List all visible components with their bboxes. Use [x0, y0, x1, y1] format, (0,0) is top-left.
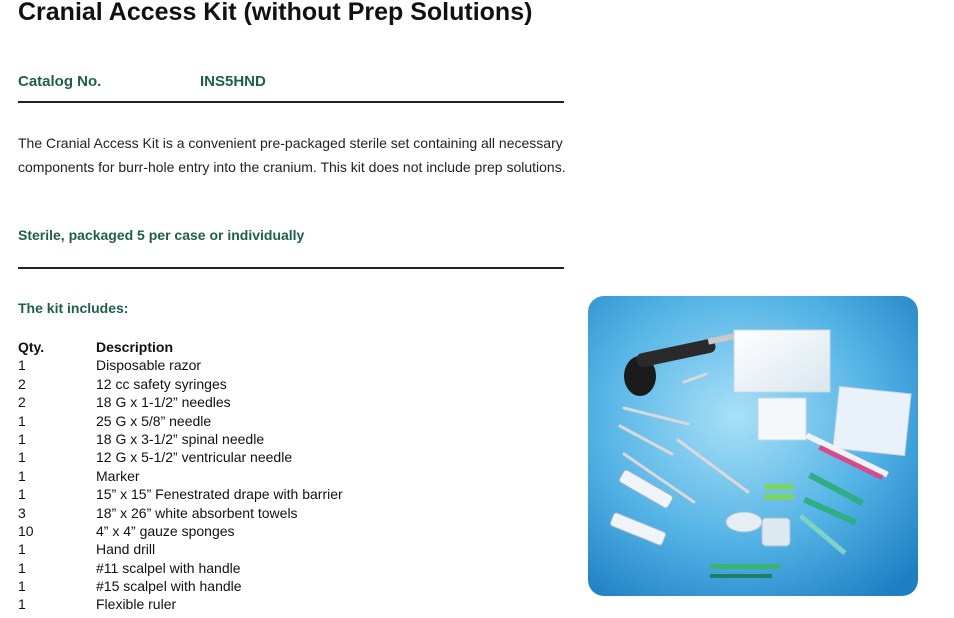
qty-cell: 2 — [18, 375, 26, 392]
description-cell: 25 G x 5/8” needle — [96, 412, 212, 429]
catalog-label: Catalog No. — [18, 73, 102, 90]
table-row — [18, 430, 558, 448]
drape-icon — [833, 386, 911, 455]
table-row — [18, 577, 558, 595]
description-cell: Hand drill — [96, 541, 156, 558]
qty-cell: 2 — [18, 394, 26, 411]
qty-cell: 1 — [18, 541, 26, 558]
qty-cell: 1 — [18, 430, 26, 447]
divider-top — [18, 101, 564, 103]
divider-bottom — [18, 267, 564, 269]
table-row — [18, 412, 558, 430]
kit-illustration — [588, 296, 918, 596]
page-title: Cranial Access Kit (without Prep Solutions) — [18, 0, 533, 26]
qty-cell: 1 — [18, 412, 26, 429]
table-row — [18, 393, 558, 411]
medicine-cup-icon — [726, 512, 762, 532]
description-cell: 18 G x 3-1/2” spinal needle — [96, 430, 265, 447]
marker-icon — [710, 564, 780, 569]
qty-cell: 1 — [18, 596, 26, 613]
kit-includes-heading: The kit includes: — [18, 300, 129, 316]
description-cell: #15 scalpel with handle — [96, 578, 242, 595]
qty-cell: 1 — [18, 467, 26, 484]
ruler-icon — [710, 574, 772, 578]
description-cell: 12 cc safety syringes — [96, 375, 227, 392]
description-cell: 18 G x 1-1/2” needles — [96, 394, 231, 411]
intro-paragraph: The Cranial Access Kit is a convenient pre-packaged sterile set containing all necessary components for burr-hole entry into the cranium. This kit does not include prep solutions. — [18, 135, 566, 175]
qty-cell: 1 — [18, 578, 26, 595]
table-row — [18, 356, 558, 374]
qty-cell: 10 — [18, 522, 34, 539]
table-row — [18, 448, 558, 466]
description-cell: 12 G x 5-1/2” ventricular needle — [96, 449, 293, 466]
table-row — [18, 375, 558, 393]
gauze-sponges-icon — [758, 398, 806, 440]
towel-stack-icon — [734, 330, 830, 392]
sterile-note: Sterile, packaged 5 per case or individually — [18, 227, 305, 243]
table-row — [18, 522, 558, 540]
qty-cell: 1 — [18, 486, 26, 503]
kit-product-photo — [588, 296, 918, 596]
description-cell: 15” x 15” Fenestrated drape with barrier — [96, 486, 343, 503]
qty-cell: 1 — [18, 559, 26, 576]
kit-contents-table — [18, 338, 558, 614]
qty-header: Qty. — [18, 339, 45, 355]
description-cell: Marker — [96, 467, 140, 484]
catalog-number: INS5HND — [200, 73, 266, 90]
table-row — [18, 485, 558, 503]
description-cell: 18” x 26” white absorbent towels — [96, 504, 298, 521]
description-cell: Disposable razor — [96, 357, 202, 374]
table-row — [18, 540, 558, 558]
description-cell: #11 scalpel with handle — [96, 559, 241, 576]
qty-cell: 1 — [18, 357, 26, 374]
table-row — [18, 559, 558, 577]
description-header: Description — [96, 339, 174, 355]
specimen-cup-icon — [762, 518, 790, 546]
table-row — [18, 504, 558, 522]
table-row — [18, 595, 558, 613]
table-header-row — [18, 338, 558, 356]
qty-cell: 1 — [18, 449, 26, 466]
description-cell: Flexible ruler — [96, 596, 177, 613]
description-cell: 4” x 4” gauze sponges — [96, 522, 235, 539]
table-row — [18, 467, 558, 485]
qty-cell: 3 — [18, 504, 26, 521]
